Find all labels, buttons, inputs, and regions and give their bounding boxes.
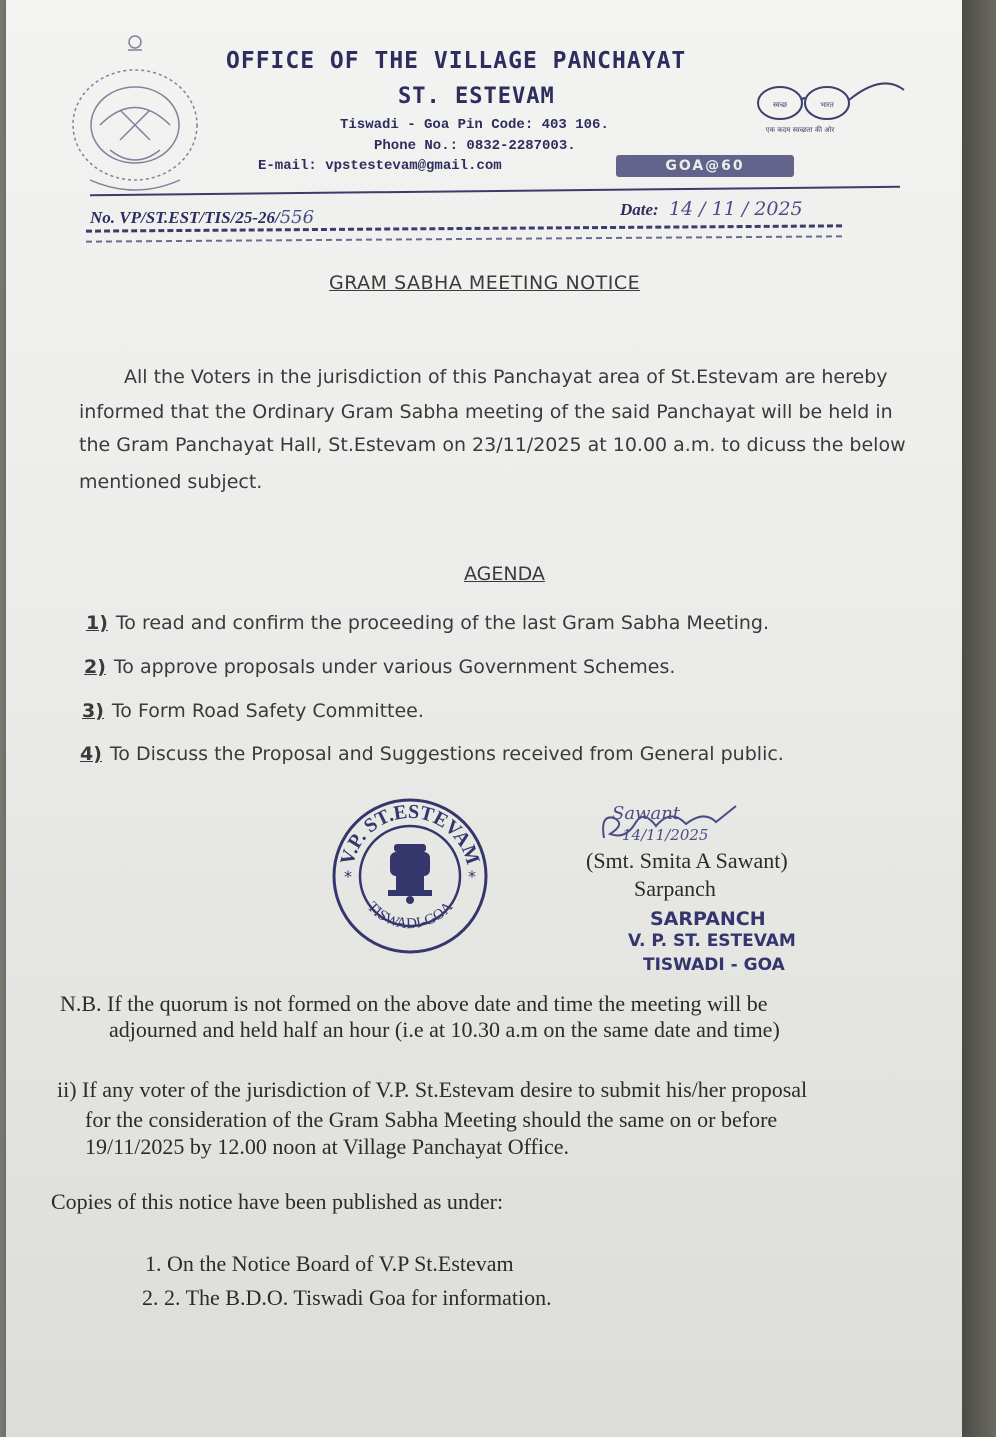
reference-date-label: Date: — [620, 200, 659, 219]
panchayat-emblem-icon — [60, 30, 210, 200]
notice-title: GRAM SABHA MEETING NOTICE — [329, 272, 641, 294]
copies-item-2: 2. 2. The B.D.O. Tiswadi Goa for information. — [142, 1285, 552, 1310]
office-name-line2: ST. ESTEVAM — [398, 84, 555, 109]
copies-item-1: 1. On the Notice Board of V.P St.Estevam — [145, 1251, 514, 1276]
signature-handwritten-date: 14/11/2025 — [622, 826, 709, 844]
notice-paragraph-line2: informed that the Ordinary Gram Sabha meeting of the said Panchayat will be held in — [79, 401, 893, 423]
note-ii-line2: for the consideration of the Gram Sabha Meeting should the same on or before — [85, 1107, 778, 1132]
swachh-bharat-logo-icon — [752, 78, 912, 138]
background-edge — [962, 0, 996, 1437]
agenda-item-text: To read and confirm the proceeding of the last Gram Sabha Meeting. — [115, 612, 770, 634]
sarpanch-stamp-line1: SARPANCH — [650, 908, 766, 930]
sarpanch-stamp-line3: TISWADI - GOA — [643, 955, 785, 975]
svg-text:एक कदम स्वच्छता की ओर: एक कदम स्वच्छता की ओर — [765, 126, 835, 134]
svg-text:*: * — [468, 867, 476, 886]
office-address: Tiswadi - Goa Pin Code: 403 106. — [340, 117, 609, 133]
sarpanch-stamp-line2: V. P. ST. ESTEVAM — [628, 931, 796, 951]
svg-text:स्वच्छ: स्वच्छ — [772, 101, 788, 109]
agenda-item-4 — [80, 743, 784, 765]
note-ii-line1: ii) If any voter of the jurisdiction of V.P. St.Estevam desire to submit his/her proposal — [57, 1077, 808, 1102]
office-email: E-mail: vpstestevam@gmail.com — [258, 158, 502, 174]
svg-text:भारत: भारत — [820, 101, 834, 109]
agenda-item-text: To Discuss the Proposal and Suggestions received from General public. — [109, 743, 784, 765]
reference-number-label: No. VP/ST.EST/TIS/25-26/ — [90, 208, 280, 227]
agenda-item-1 — [86, 612, 769, 634]
agenda-item-number: 4) — [80, 743, 102, 765]
goa-60-badge-text: GOA@60 — [665, 158, 745, 174]
agenda-item-text: To Form Road Safety Committee. — [111, 700, 424, 722]
signature-handwritten-name: Sawant — [612, 803, 681, 824]
notice-paragraph-line1: All the Voters in the jurisdiction of this Panchayat area of St.Estevam are hereby — [124, 366, 888, 388]
reference-number-handwritten: 556 — [279, 207, 315, 228]
note-ii-line3: 19/11/2025 by 12.00 noon at Village Panchayat Office. — [85, 1134, 570, 1159]
svg-text:*: * — [344, 867, 352, 886]
agenda-item-number: 1) — [86, 612, 108, 634]
agenda-item-3 — [82, 700, 424, 722]
seal-top-text: V.P. ST.ESTEVAM — [336, 800, 484, 868]
seal-bottom-text: TISWADI-GOA — [363, 898, 457, 933]
goa-60-badge — [616, 155, 794, 177]
nb-line1: N.B. If the quorum is not formed on the above date and time the meeting will be — [60, 991, 768, 1016]
reference-date — [620, 198, 803, 220]
agenda-item-text: To approve proposals under various Government Schemes. — [113, 656, 676, 678]
notice-paragraph-line3: the Gram Panchayat Hall, St.Estevam on 23/11/2025 at 10.00 a.m. to dicuss the below — [79, 434, 906, 456]
office-phone: Phone No.: 0832-2287003. — [374, 138, 576, 154]
signatory-designation: Sarpanch — [634, 876, 716, 901]
panchayat-round-seal-icon — [330, 796, 490, 956]
reference-number — [90, 207, 314, 228]
notice-paragraph-line4: mentioned subject. — [79, 471, 263, 493]
agenda-item-number: 2) — [84, 656, 106, 678]
nb-line2: adjourned and held half an hour (i.e at 10.30 a.m on the same date and time) — [109, 1017, 780, 1042]
signatory-name: (Smt. Smita A Sawant) — [586, 848, 788, 873]
office-name-line1: OFFICE OF THE VILLAGE PANCHAYAT — [226, 48, 687, 74]
reference-date-handwritten: 14 / 11 / 2025 — [668, 198, 803, 220]
agenda-item-2 — [84, 656, 675, 678]
agenda-heading: AGENDA — [464, 563, 545, 585]
agenda-item-number: 3) — [82, 700, 104, 722]
copies-heading: Copies of this notice have been published as under: — [51, 1189, 504, 1214]
